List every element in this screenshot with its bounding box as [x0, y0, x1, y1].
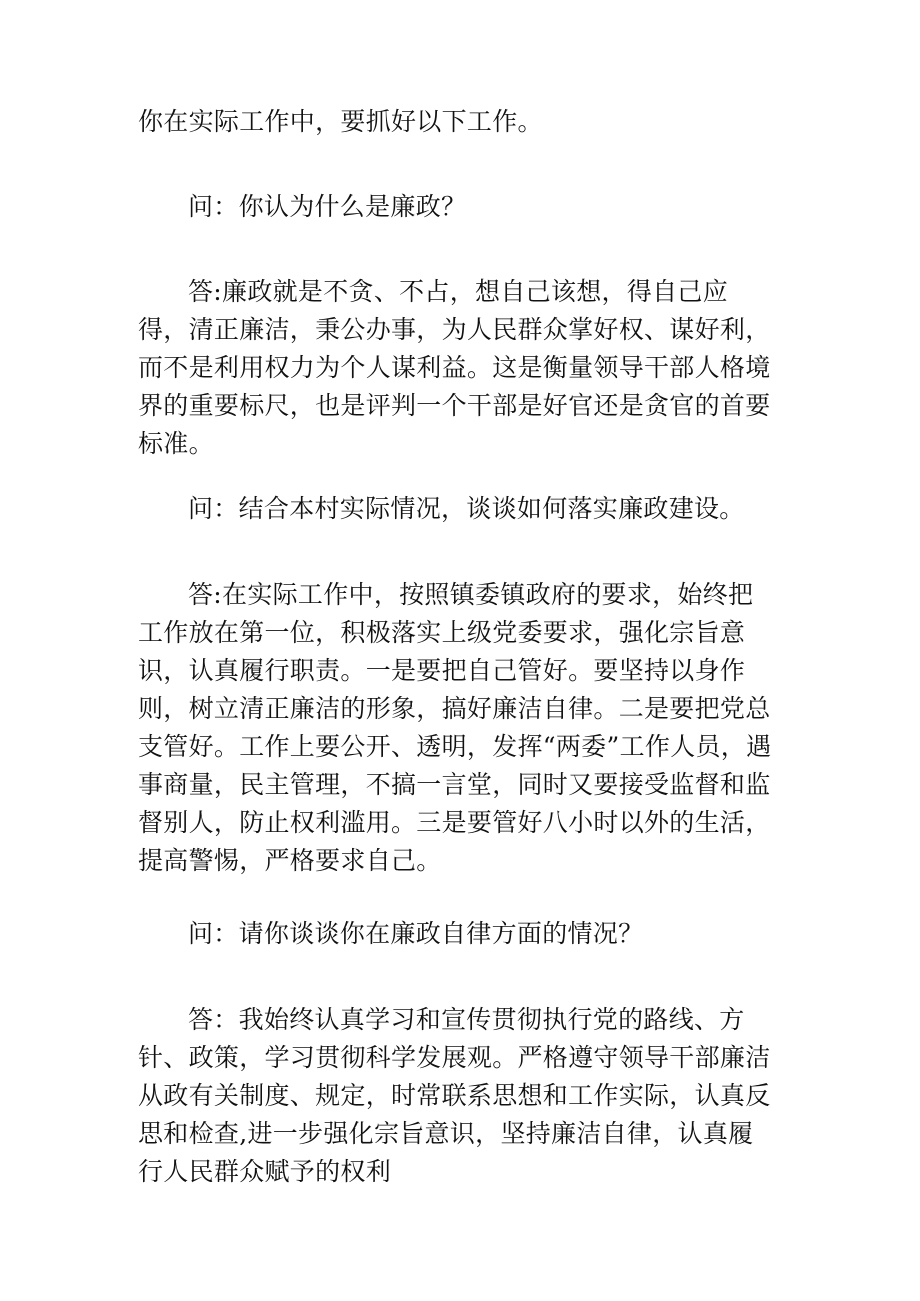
answer-1: 答:廉政就是不贪、不占，想自己该想，得自己应得，清正廉洁，秉公办事，为人民群众掌好权、谋好利，而不是利用权力为个人谋利益。这是衡量领导干部人格境界的重要标尺，也是评判一个干部是好官还是贪官的首要标准。	[138, 277, 771, 458]
paragraph-intro: 你在实际工作中，要抓好以下工作。	[138, 107, 543, 136]
answer-3: 答：我始终认真学习和宣传贯彻执行党的路线、方针、政策，学习贯彻科学发展观。严格遵守领导干部廉洁从政有关制度、规定，时常联系思想和工作实际，认真反思和检查,进一步强化宗旨意识，坚持廉洁自律，认真履行人民群众赋予的权利	[138, 1005, 771, 1186]
answer-2: 答:在实际工作中，按照镇委镇政府的要求，始终把工作放在第一位，积极落实上级党委要求，强化宗旨意识，认真履行职责。一是要把自己管好。要坚持以身作则，树立清正廉洁的形象，搞好廉洁自律。二是要把党总支管好。工作上要公开、透明，发挥“两委”工作人员，遇事商量，民主管理，不搞一言堂，同时又要接受监督和监督别人，防止权利滥用。三是要管好八小时以外的生活，提高警惕，严格要求自己。	[138, 580, 772, 875]
question-2: 问：结合本村实际情况，谈谈如何落实廉政建设。	[188, 494, 745, 523]
question-3: 问：请你谈谈你在廉政自律方面的情况？	[188, 919, 644, 948]
question-1: 问：你认为什么是廉政？	[188, 192, 467, 221]
